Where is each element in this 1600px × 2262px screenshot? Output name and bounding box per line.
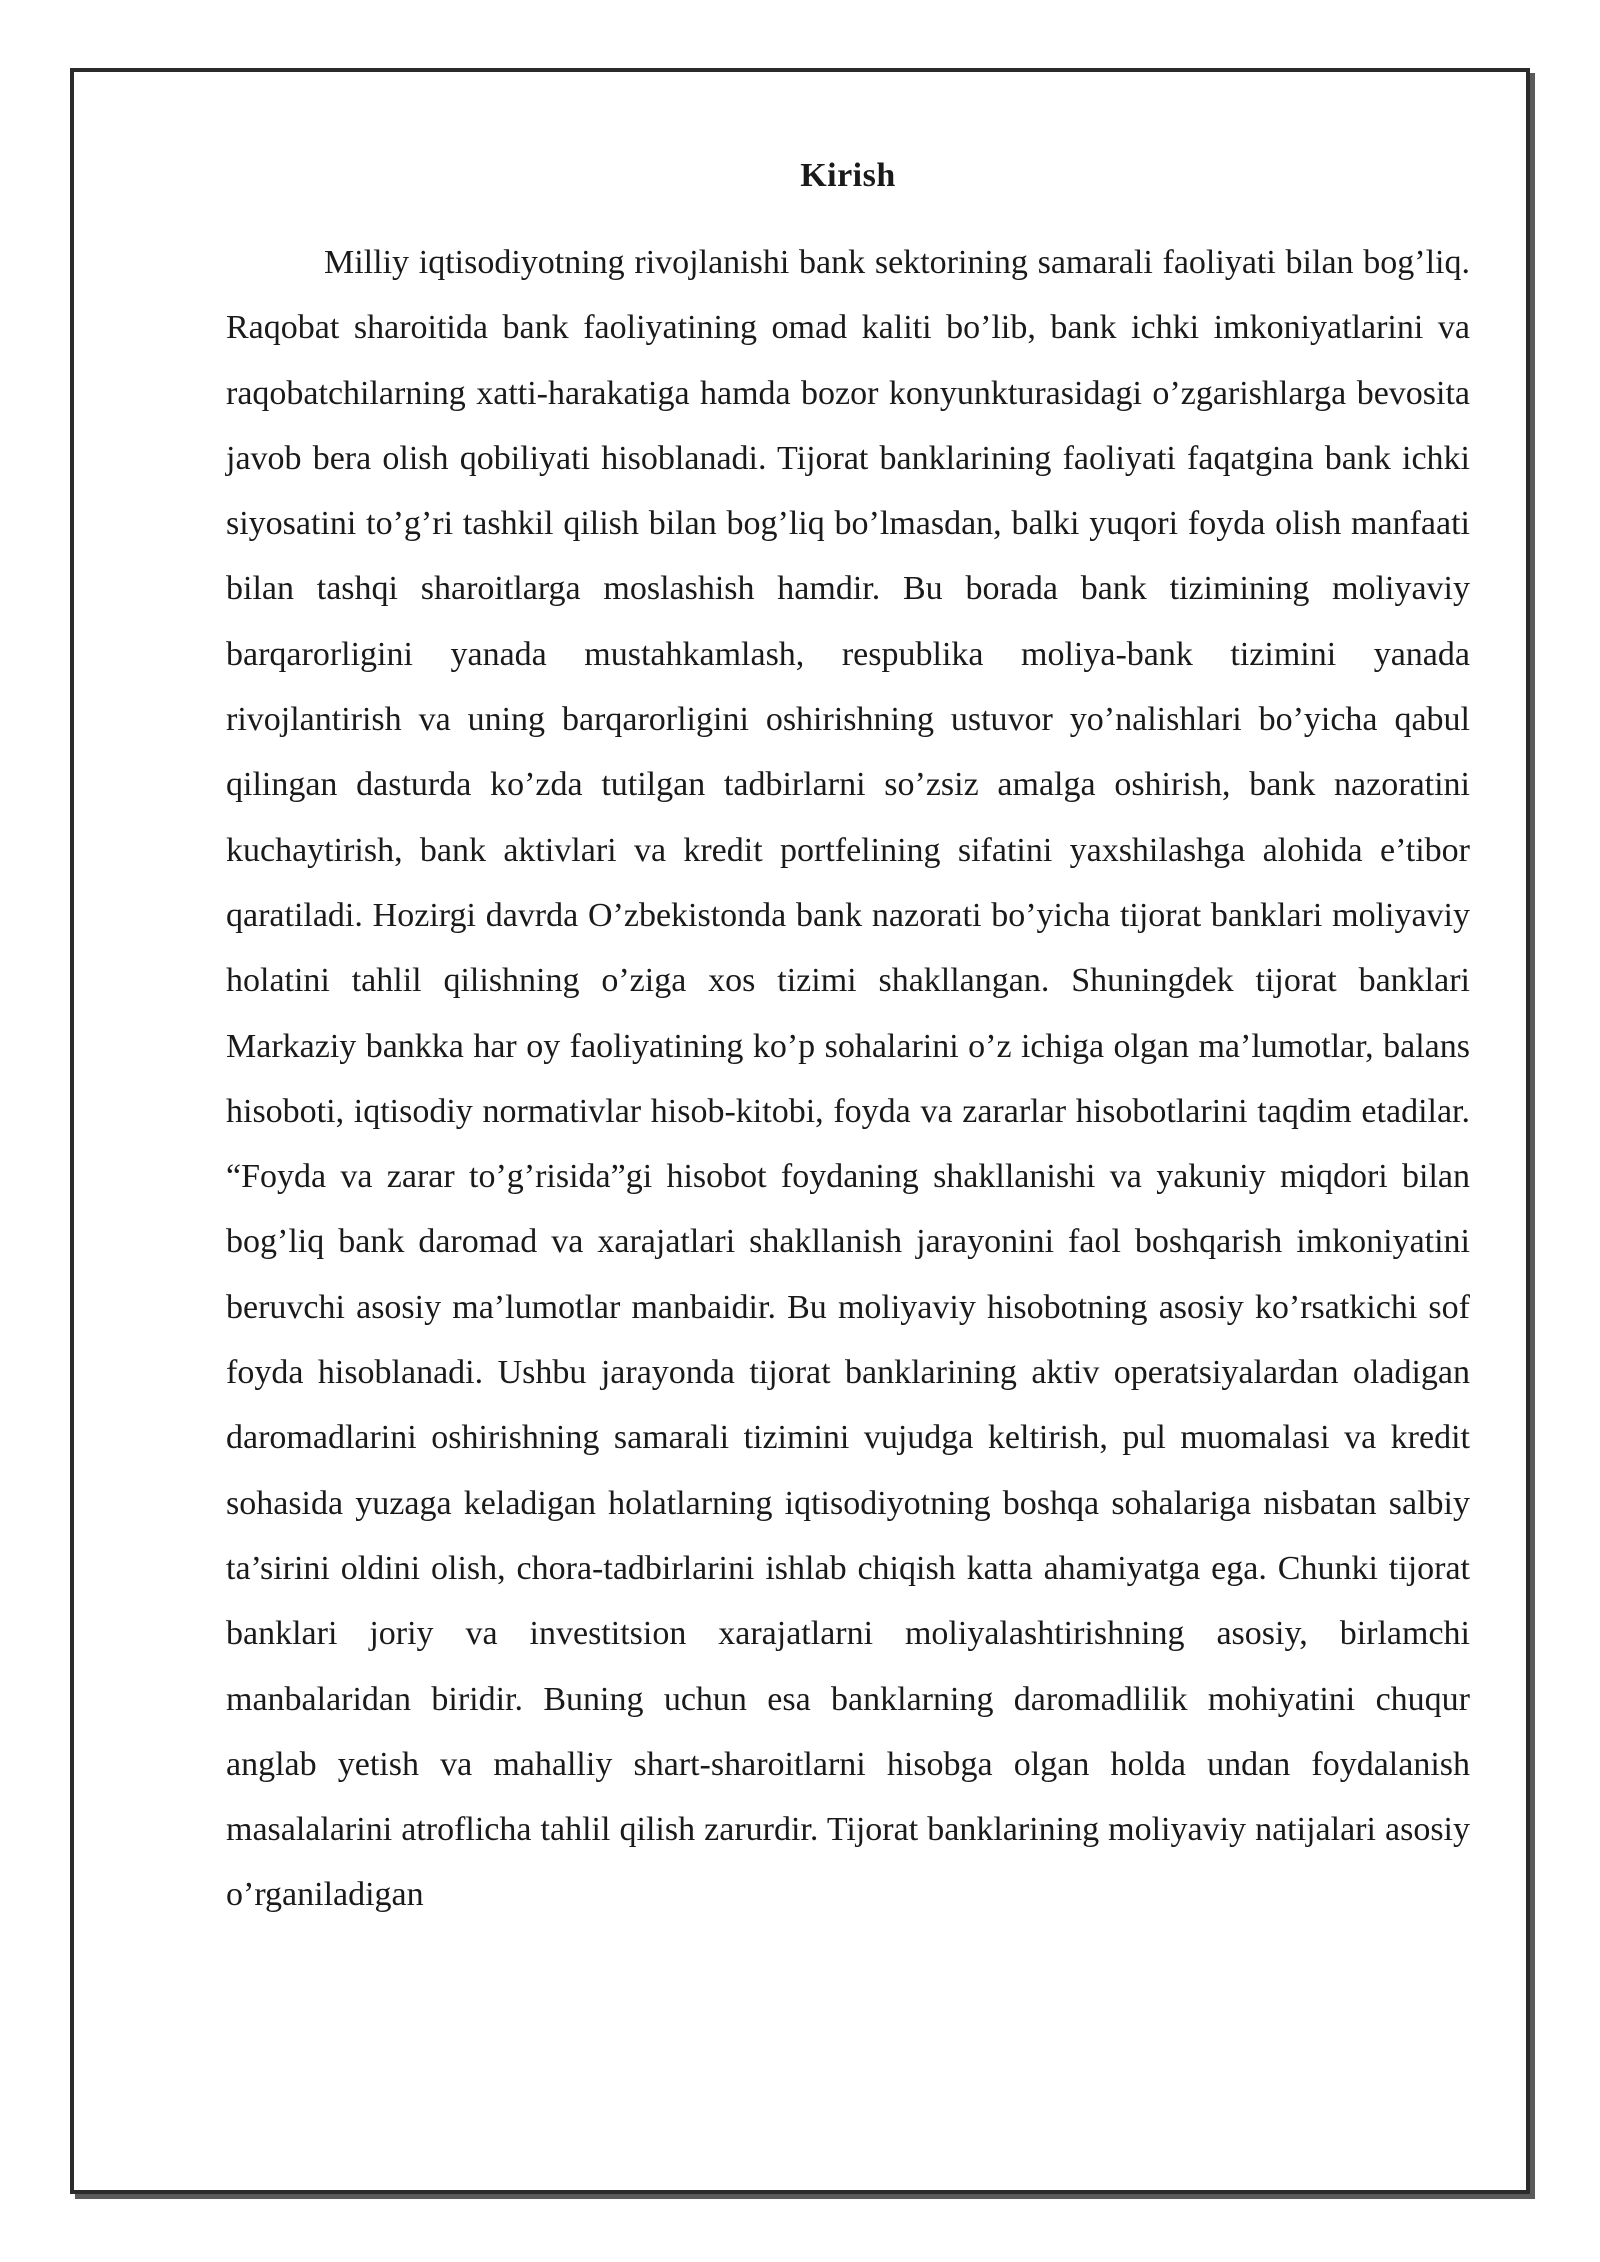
body-paragraph: Milliy iqtisodiyotning rivojlanishi bank sektorining samarali faoliyati bilan bog’liq. Raqobat sharoitida bank faoliyatining omad kaliti bo’lib, bank ichki imkoniyatlarini va raqobatchilarning xatti-harakatiga hamda bozor konyunkturasidagi o’zgarishlarga bevosita javob bera olish qobiliyati hisoblanadi. Tijorat banklarining faoliyati faqatgina bank ichki siyosatini to’g’ri tashkil qilish bilan bog’liq bo’lmasdan, balki yuqori foyda olish manfaati bilan tashqi sharoitlarga moslashish hamdir. Bu borada bank tizimining moliyaviy barqarorligini yanada mustahkamlash, respublika moliya-bank tizimini yanada rivojlantirish va uning barqarorligini oshirishning ustuvor yo’nalishlari bo’yicha qabul qilingan dasturda ko’zda tutilgan tadbirlarni so’zsiz amalga oshirish, bank nazoratini kuchaytirish, bank aktivlari va kredit portfelining sifatini yaxshilashga alohida e’tibor qaratiladi. Hozirgi davrda O’zbekistonda bank nazorati bo’yicha tijorat banklari moliyaviy holatini tahlil qilishning o’ziga xos tizimi shakllangan. Shuningdek tijorat banklari Markaziy bankka har oy faoliyatining ko’p sohalarini o’z ichiga olgan ma’lumotlar, balans hisoboti, iqtisodiy normativlar hisob-kitobi, foyda va zararlar hisobotlarini taqdim etadilar. “Foyda va zarar to’g’risida”gi hisobot foydaning shakllanishi va yakuniy miqdori bilan bog’liq bank daromad va xarajatlari shakllanish jarayonini faol boshqarish imkoniyatini beruvchi asosiy ma’lumotlar manbaidir. Bu moliyaviy hisobotning asosiy ko’rsatkichi sof foyda hisoblanadi. Ushbu jarayonda tijorat banklarining aktiv operatsiyalardan oladigan daromadlarini oshirishning samarali tizimini vujudga keltirish, pul muomalasi va kredit sohasida yuzaga keladigan holatlarning iqtisodiyotning boshqa sohalariga nisbatan salbiy ta’sirini oldini olish, chora-tadbirlarini ishlab chiqish katta ahamiyatga ega. Chunki tijorat banklari joriy va investitsion xarajatlarni moliyalashtirishning asosiy, birlamchi manbalaridan biridir. Buning uchun esa banklarning daromadlilik mohiyatini chuqur anglab yetish va mahalliy shart-sharoitlarni hisobga olgan holda undan foydalanish masalalarini atroflicha tahlil qilish zarurdir. Tijorat banklarining moliyaviy natijalari asosiy o’rganiladigan: [226, 244, 1470, 1914]
document-body: [226, 150, 1470, 1928]
page-title: Kirish: [800, 157, 896, 194]
